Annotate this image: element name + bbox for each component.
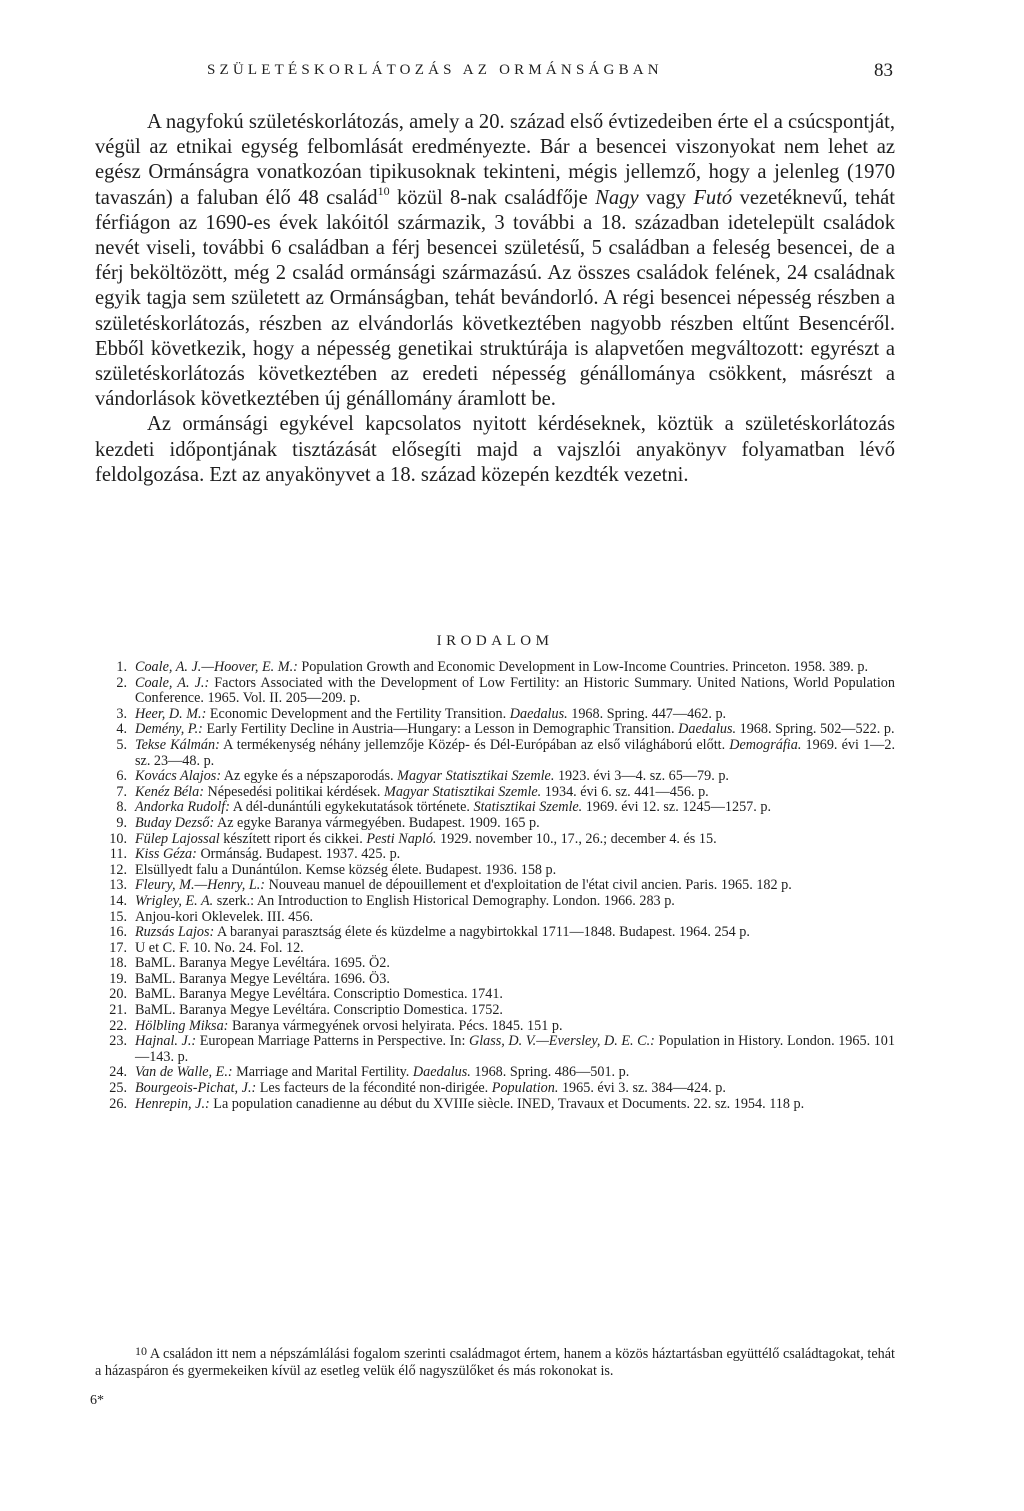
reference-number: 20. [109,986,127,1003]
reference-number: 13. [109,877,127,894]
reference-journal: Demográfia. [729,736,802,753]
reference-number: 16. [109,924,127,941]
reference-journal: Pesti Napló. [366,830,437,847]
footnote [95,1346,895,1380]
reference-text: BaML. Baranya Megye Levéltára. 1696. Ö3. [135,970,390,987]
reference-journal: Glass, D. V.—Eversley, D. E. C.: [468,1033,655,1050]
reference-item [95,816,895,832]
reference-number: 10. [109,830,127,847]
reference-author: Demény, P.: [135,721,203,738]
reference-text: Tekse Kálmán: A termékenység néhány jellemzője Közép- és Dél-Európában az első világháború előtt. Demográfia. 1969. évi 1—2. sz. 23—48. p. [135,736,895,769]
reference-author: Andorka Rudolf: [135,799,230,816]
reference-item [95,1034,895,1065]
reference-text: Ruzsás Lajos: A baranyai parasztság élete és küzdelme a nagybirtokkal 1711—1848. Budapest. 1964. 254 p. [135,924,750,941]
reference-item [95,847,895,863]
reference-author: Ruzsás Lajos: [135,924,215,941]
reference-text: BaML. Baranya Megye Levéltára. 1695. Ö2. [135,955,390,972]
paragraph-2: Az ormánsági egykével kapcsolatos nyitott kérdéseknek, köztük a születéskorlátozás kezdeti időpontjának tisztázását elősegíti majd a vajszlói anyakönyv folyamatban lévő feldolgozása. Ezt az anyakönyvet a 18. század közepén kezdték vezetni. [95,413,895,486]
reference-author: Hölbling Miksa: [135,1017,229,1034]
reference-item [95,1081,895,1097]
reference-item [95,785,895,801]
reference-item [95,722,895,738]
footnote-ref: 10 [377,183,390,198]
reference-text: Van de Walle, E.: Marriage and Marital Fertility. Daedalus. 1968. Spring. 486—501. p. [135,1064,630,1081]
reference-text: BaML. Baranya Megye Levéltára. Conscriptio Domestica. 1752. [135,1002,503,1019]
reference-author: Fleury, M.—Henry, L.: [135,877,266,894]
reference-item [95,707,895,723]
reference-text: Kovács Alajos: Az egyke és a népszaporodás. Magyar Statisztikai Szemle. 1923. évi 3—4. sz. 65—79. p. [135,768,729,785]
reference-item [95,769,895,785]
running-title: SZÜLETÉSKORLÁTOZÁS AZ ORMÁNSÁGBAN [207,62,663,78]
reference-journal: Daedalus. [678,721,737,738]
reference-text: BaML. Baranya Megye Levéltára. Conscriptio Domestica. 1741. [135,986,503,1003]
reference-author: Henrepin, J.: [135,1095,210,1112]
reference-item [95,863,895,879]
reference-number: 5. [116,736,127,753]
reference-item [95,910,895,926]
reference-number: 25. [109,1080,127,1097]
reference-author: Heer, D. M.: [135,705,207,722]
reference-item [95,676,895,707]
reference-author: Kiss Géza: [135,846,197,863]
reference-text: Demény, P.: Early Fertility Decline in Austria—Hungary: a Lesson in Demographic Transition. Daedalus. 1968. Spring. 502—522. p. [135,721,895,738]
reference-number: 26. [109,1095,127,1112]
reference-item [95,1003,895,1019]
reference-author: Wrigley, E. A. [135,892,214,909]
surname-futo: Futó [693,186,733,209]
reference-text: Andorka Rudolf: A dél-dunántúli egykekutatások története. Statisztikai Szemle. 1969. évi 12. sz. 1245—1257. p. [135,799,771,816]
reference-author: Coale, A. J.: [135,674,210,691]
reference-number: 3. [116,705,127,722]
reference-item [95,660,895,676]
reference-number: 19. [109,970,127,987]
reference-text: Bourgeois-Pichat, J.: Les facteurs de la fécondité non-dirigée. Population. 1965. évi 3. sz. 384—424. p. [135,1080,726,1097]
reference-text: Fleury, M.—Henry, L.: Nouveau manuel de dépouillement et d'exploitation de l'état civil ancien. Paris. 1965. 182 p. [135,877,792,894]
reference-author: Fülep Lajossal [135,830,220,847]
article-body [95,110,895,488]
footnote-text: A családon itt nem a népszámlálási fogalom szerinti családmagot értem, hanem a közös háztartásban együttélő családtagokat, tehát a házaspáron és gyermekeiken kívül az esetleg velük élő nagyszülőket és más rokonokat is. [95,1346,895,1379]
reference-number: 7. [116,783,127,800]
reference-text: Kenéz Béla: Népesedési politikai kérdések. Magyar Statisztikai Szemle. 1934. évi 6. sz. 441—456. p. [135,783,709,800]
reference-number: 1. [116,659,127,675]
reference-journal: Magyar Statisztikai Szemle. [397,768,555,785]
reference-text: Hölbling Miksa: Baranya vármegyének orvosi helyirata. Pécs. 1845. 151 p. [135,1017,563,1034]
reference-journal: Population. [491,1080,559,1097]
reference-list [95,660,895,1112]
footnote-mark: 10 [135,1344,147,1358]
reference-item [95,832,895,848]
reference-text: Buday Dezső: Az egyke Baranya vármegyében. Budapest. 1909. 165 p. [135,814,540,831]
reference-journal: Magyar Statisztikai Szemle. [384,783,542,800]
reference-item [95,894,895,910]
reference-item [95,925,895,941]
reference-number: 6. [116,768,127,785]
paragraph-1-text-b: közül 8-nak családfője [389,186,596,209]
reference-number: 23. [109,1033,127,1050]
reference-text: Hajnal. J.: European Marriage Patterns in Perspective. In: Glass, D. V.—Eversley, D. E. C.: Population in History. London. 1965. 101—143. p. [135,1033,895,1065]
reference-number: 4. [116,721,127,738]
reference-item [95,1019,895,1035]
reference-text: Heer, D. M.: Economic Development and the Fertility Transition. Daedalus. 1968. Spring. 447—462. p. [135,705,727,722]
reference-number: 14. [109,892,127,909]
reference-number: 18. [109,955,127,972]
paragraph-1 [95,110,895,412]
reference-number: 12. [109,861,127,878]
reference-author: Bourgeois-Pichat, J.: [135,1080,257,1097]
page-signature: 6* [90,1393,104,1408]
reference-author: Tekse Kálmán: [135,736,220,753]
reference-text: Kiss Géza: Ormánság. Budapest. 1937. 425. p. [135,846,401,863]
reference-journal: Daedalus. [509,705,568,722]
reference-item [95,956,895,972]
reference-number: 24. [109,1064,127,1081]
reference-item [95,987,895,1003]
reference-item [95,941,895,957]
page-number: 83 [874,60,893,81]
paragraph-1-text-a: A nagyfokú születéskorlátozás, amely a 20. század első évtizedeiben érte el a csúcspontját, végül az etnikai egység felbomlását eredményezte. Bár a besencei viszonyokat nem lehet az egész Ormánságra vonatkozóan tipikusoknak tekinteni, mégis jellemző, hogy a jelenleg (1970 tavaszán) a faluban élő 48 család [95,111,895,209]
reference-number: 11. [109,846,127,863]
reference-item [95,800,895,816]
reference-text: Fülep Lajossal készített riport és cikkei. Pesti Napló. 1929. november 10., 17., 26.; december 4. és 15. [135,830,717,847]
reference-number: 8. [116,799,127,816]
reference-number: 15. [109,908,127,925]
reference-item [95,1097,895,1113]
reference-journal: Statisztikai Szemle. [473,799,583,816]
surname-nagy: Nagy [595,186,639,209]
reference-author: Hajnal. J.: [135,1033,197,1050]
reference-author: Kovács Alajos: [135,768,222,785]
reference-item [95,878,895,894]
reference-item [95,972,895,988]
reference-text: Henrepin, J.: La population canadienne au début du XVIIIe siècle. INED, Travaux et Documents. 22. sz. 1954. 118 p. [135,1095,805,1112]
reference-author: Van de Walle, E.: [135,1064,233,1081]
reference-text: Anjou-kori Oklevelek. III. 456. [135,908,314,925]
reference-journal: Daedalus. [412,1064,471,1081]
reference-author: Coale, A. J.—Hoover, E. M.: [135,659,298,675]
reference-number: 22. [109,1017,127,1034]
reference-item [95,738,895,769]
reference-item [95,1065,895,1081]
reference-author: Buday Dezső: [135,814,215,831]
reference-text: Coale, A. J.: Factors Associated with the Development of Low Fertility: an Historic Summary. United Nations, World Population Conference. 1965. Vol. II. 205—209. p. [135,674,895,707]
reference-author: Kenéz Béla: [135,783,204,800]
reference-number: 21. [109,1002,127,1019]
reference-text: Elsüllyedt falu a Dunántúlon. Kemse község élete. Budapest. 1936. 158 p. [135,861,557,878]
reference-number: 17. [109,939,127,956]
page-header [95,62,895,86]
paragraph-1-text-c: vagy [638,186,694,209]
reference-text: Coale, A. J.—Hoover, E. M.: Population Growth and Economic Development in Low-Income Countries. Princeton. 1958. 389. p. [135,659,869,675]
references-title: IRODALOM [436,633,554,649]
reference-text: U et C. F. 10. No. 24. Fol. 12. [135,939,304,956]
reference-number: 9. [116,814,127,831]
reference-text: Wrigley, E. A. szerk.: An Introduction to English Historical Demography. London. 1966. 283 p. [135,892,675,909]
reference-number: 2. [116,674,127,691]
paragraph-1-text-d: vezetéknevű, tehát férfiágon az 1690-es évek lakóitól származik, 3 további a 18. században idetelepült családok nevét viseli, további 6 családban a férj besencei születésű, 5 családban a feleség besencei, de a férj beköltözött, még 2 család ormánsági származású. Az összes családok felének, 24 családnak egyik tagja sem született az Ormánságban, tehát bevándorló. A régi besencei népesség részben a születéskorlátozás, részben az elvándorlás következtében nagyobb részben eltűnt Besencéről. Ebből következik, hogy a népesség genetikai struktúrája is alapvetően megváltozott: egyrészt a születéskorlátozás következtében az eredeti népesség génállománya csökkent, másrészt a vándorlások következtében új génállomány áramlott be. [95,186,896,411]
